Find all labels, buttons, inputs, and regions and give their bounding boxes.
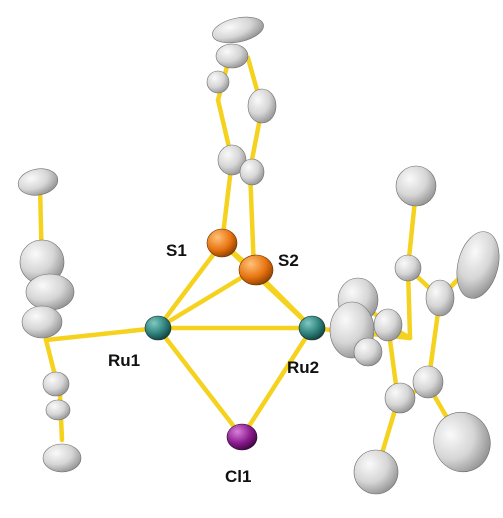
carbon-atom (426, 280, 454, 316)
cl1-label: Cl1 (225, 467, 252, 486)
carbon-atom (240, 159, 264, 185)
s2-label: S2 (278, 251, 299, 270)
carbon-atom (248, 89, 276, 123)
carbon-atom (396, 166, 436, 206)
bond-ru1-arene (46, 328, 158, 340)
carbon-atom (425, 404, 498, 480)
carbon-atom (16, 166, 60, 199)
bond-ru1-cl1 (158, 328, 242, 437)
carbon-atom (22, 306, 62, 338)
carbon-atom (216, 44, 248, 68)
cl1-atom (227, 424, 257, 450)
carbon-atom (43, 372, 69, 396)
carbon-atom-layer (16, 13, 503, 494)
ru2-label: Ru2 (287, 358, 320, 377)
carbon-atom (450, 227, 503, 303)
carbon-atom (354, 338, 382, 366)
ru2-atom (299, 316, 325, 340)
s2-atom (239, 255, 273, 285)
carbon-atom (26, 274, 74, 310)
s1-label: S1 (166, 241, 187, 260)
carbon-atom (354, 450, 398, 494)
bond-ru1-s2 (158, 270, 254, 328)
carbon-atom (207, 71, 229, 93)
s1-atom (207, 229, 237, 257)
carbon-atom (210, 13, 266, 47)
carbon-atom (385, 383, 415, 413)
carbon-atom (413, 366, 443, 398)
carbon-atom (374, 309, 402, 341)
bond-ru2-cl1 (242, 328, 312, 437)
carbon-atom (43, 444, 81, 472)
ru1-atom (145, 316, 171, 340)
atom-label-layer (108, 241, 319, 486)
carbon-atom (46, 400, 70, 420)
carbon-atom (395, 255, 421, 281)
ru1-label: Ru1 (108, 351, 141, 370)
